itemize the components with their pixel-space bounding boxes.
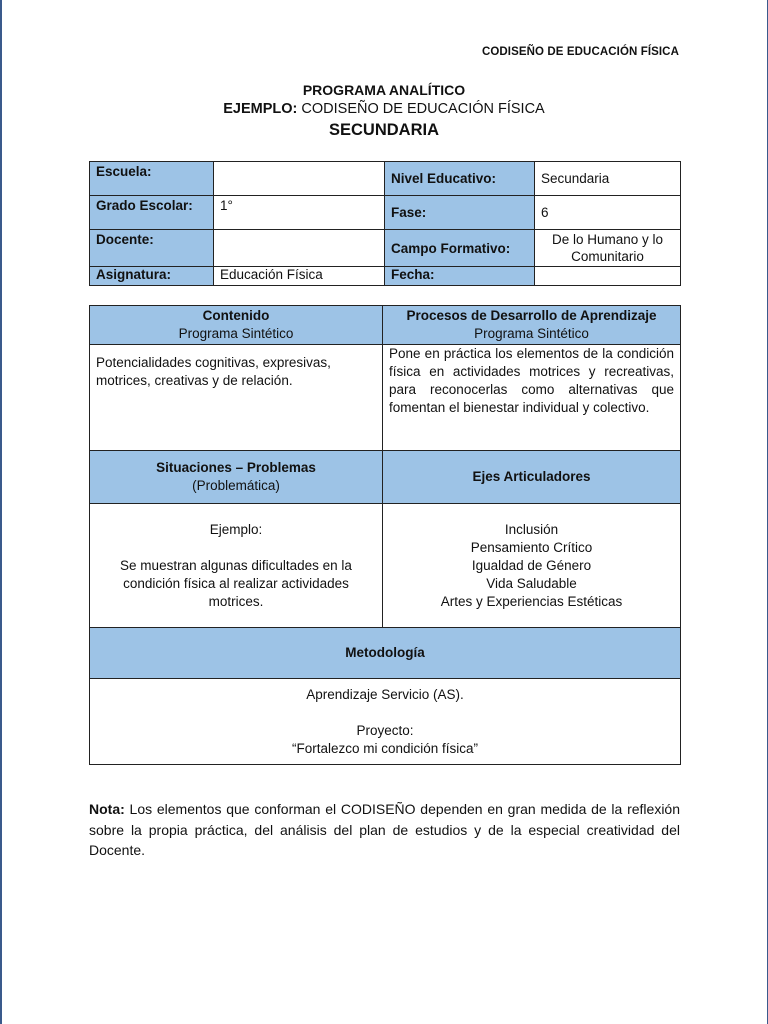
- info-row-3: [90, 230, 681, 267]
- program-title: PROGRAMA ANALÍTICO: [302, 82, 466, 98]
- grado-escolar-value: 1°: [214, 196, 385, 230]
- title-block: [0, 81, 768, 141]
- program-table: [89, 305, 681, 765]
- procesos-subtitle: Programa Sintético: [474, 326, 589, 341]
- nivel-educativo-label: Nivel Educativo:: [385, 162, 535, 196]
- escuela-value: [214, 162, 385, 196]
- situaciones-subtitle: (Problemática): [192, 478, 280, 493]
- section-header-row-1: [90, 306, 681, 345]
- section-body-row-1: [90, 345, 681, 451]
- example-subtitle: [0, 99, 768, 119]
- fecha-value: [535, 267, 681, 286]
- section-body-row-2: [90, 504, 681, 628]
- campo-formativo-label: Campo Formativo:: [385, 230, 535, 267]
- campo-formativo-value: [535, 230, 681, 267]
- fase-label: Fase:: [385, 196, 535, 230]
- info-table: [89, 161, 681, 286]
- situaciones-cell: [90, 504, 383, 628]
- situaciones-title: Situaciones – Problemas: [156, 460, 316, 475]
- grado-escolar-label: Grado Escolar:: [90, 196, 214, 230]
- note-text: Los elementos que conforman el CODISEÑO dependen en gran medida de la reflexión sobre la propia práctica, del análisis del plan de estudios y de la especial creatividad del Docente.: [89, 801, 681, 858]
- situaciones-ejemplo: Ejemplo:: [209, 521, 263, 537]
- contenido-text: Potencialidades cognitivas, expresivas, motrices, creativas y de relación.: [90, 345, 383, 451]
- metodologia-line-1: Aprendizaje Servicio (AS).: [306, 686, 464, 702]
- campo-formativo-line-2: Comunitario: [571, 249, 644, 264]
- contenido-header: [90, 306, 383, 345]
- fase-value: 6: [535, 196, 681, 230]
- eje-item: Pensamiento Crítico: [470, 539, 593, 555]
- escuela-label: Escuela:: [90, 162, 214, 196]
- metodologia-line-2: Proyecto:: [356, 722, 414, 738]
- procesos-text: Pone en práctica los elementos de la condición física en actividades motrices y recreativas, para reconocerlas como alternativas que fomentan el bienestar individual y colectivo.: [383, 345, 681, 451]
- metodologia-cell: [90, 679, 681, 765]
- fecha-label: Fecha:: [385, 267, 535, 286]
- docente-label: Docente:: [90, 230, 214, 267]
- contenido-subtitle: Programa Sintético: [178, 326, 294, 341]
- section-header-row-2: [90, 451, 681, 504]
- info-row-2: [90, 196, 681, 230]
- contenido-title: Contenido: [202, 308, 270, 323]
- metodologia-line-3: “Fortalezco mi condición física”: [291, 740, 479, 756]
- eje-item: Artes y Experiencias Estéticas: [440, 593, 623, 609]
- asignatura-value: Educación Física: [214, 267, 385, 286]
- ejes-header: [383, 451, 681, 504]
- page-border-left: [0, 0, 2, 1024]
- asignatura-label: Asignatura:: [90, 267, 214, 286]
- eje-item: Igualdad de Género: [471, 557, 592, 573]
- procesos-title: Procesos de Desarrollo de Aprendizaje: [406, 308, 657, 323]
- note-paragraph: [89, 799, 680, 861]
- ejes-cell: [383, 504, 681, 628]
- section-header-row-3: [90, 628, 681, 679]
- document-header: CODISEÑO DE EDUCACIÓN FÍSICA: [481, 46, 679, 58]
- example-label: EJEMPLO:: [223, 101, 298, 117]
- level-title: SECUNDARIA: [328, 121, 439, 139]
- eje-item: Inclusión: [504, 521, 559, 537]
- info-row-4: [90, 267, 681, 286]
- ejes-title: Ejes Articuladores: [472, 469, 591, 484]
- spacer: [96, 539, 376, 557]
- example-text: CODISEÑO DE EDUCACIÓN FÍSICA: [301, 101, 545, 117]
- note-label: Nota:: [89, 801, 125, 817]
- situaciones-header: [90, 451, 383, 504]
- metodologia-header: [90, 628, 681, 679]
- eje-item: Vida Saludable: [486, 575, 577, 591]
- section-body-row-3: [90, 679, 681, 765]
- docente-value: [214, 230, 385, 267]
- nivel-educativo-value: Secundaria: [535, 162, 681, 196]
- campo-formativo-line-1: De lo Humano y lo: [551, 232, 664, 247]
- procesos-header: [383, 306, 681, 345]
- situaciones-text: Se muestran algunas dificultades en la condición física al realizar actividades motrices.: [120, 557, 352, 609]
- spacer: [96, 704, 674, 722]
- metodologia-title: Metodología: [345, 645, 425, 660]
- info-row-1: [90, 162, 681, 196]
